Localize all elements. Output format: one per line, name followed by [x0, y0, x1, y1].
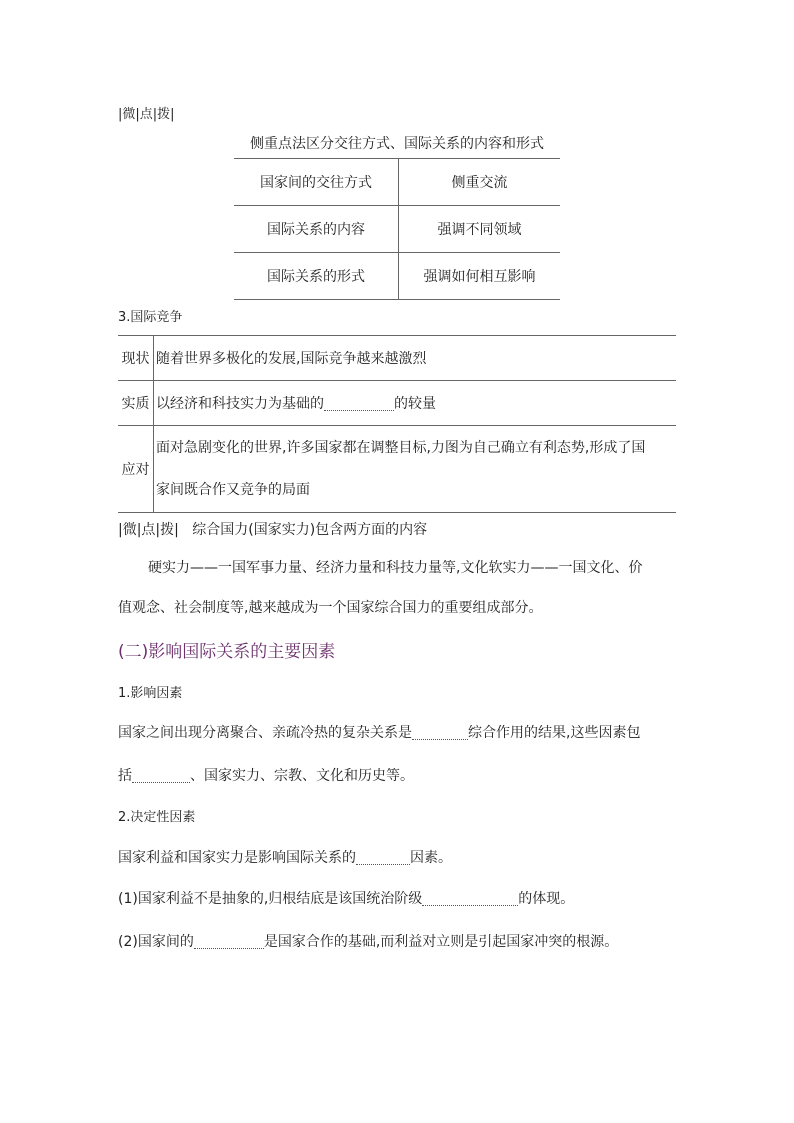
- competition-table: [118, 335, 676, 513]
- tip-tag: |微|点|拨|: [118, 107, 175, 122]
- table-row: [118, 426, 676, 513]
- text-segment: 括: [118, 768, 132, 784]
- row-head: 应对: [118, 426, 154, 513]
- part-title: (二)影响国际关系的主要因素: [118, 642, 336, 662]
- paragraph: [118, 888, 678, 908]
- text-segment: 、国家实力、宗教、文化和历史等。: [190, 768, 414, 784]
- fill-blank: [412, 725, 468, 740]
- paragraph: [118, 722, 678, 742]
- section-heading: 3.国际竞争: [118, 310, 183, 325]
- paragraph: [118, 931, 678, 951]
- table-row: [118, 336, 676, 381]
- table-cell: 侧重交流: [399, 159, 561, 206]
- row-content: [154, 381, 677, 426]
- row-content: [154, 426, 677, 513]
- text-segment: 以经济和科技实力为基础的: [156, 396, 324, 412]
- text-segment: 国家利益和国家实力是影响国际关系的: [118, 850, 356, 866]
- table-cell: 国际关系的内容: [234, 206, 399, 253]
- table-row: [234, 253, 560, 300]
- table-cell: 强调不同领域: [399, 206, 561, 253]
- text-segment: 的体现。: [518, 891, 575, 907]
- tip-tag: |微|点|拨|: [118, 522, 179, 538]
- text-segment: (2)国家间的: [118, 934, 194, 950]
- text-segment: 综合作用的结果,这些因素包: [468, 725, 641, 741]
- table-cell: 国家间的交往方式: [234, 159, 399, 206]
- comparison-table: [234, 158, 560, 300]
- fill-blank: [422, 891, 518, 906]
- text-line: 家间既合作又竞争的局面: [156, 482, 310, 498]
- paragraph: [118, 765, 678, 785]
- row-head: 现状: [118, 336, 154, 381]
- table-row: [118, 381, 676, 426]
- sub-heading: 2.决定性因素: [118, 810, 196, 825]
- text-segment: (1)国家利益不是抽象的,归根结底是该国统治阶级: [118, 891, 423, 907]
- text-segment: 国家之间出现分离聚合、亲疏冷热的复杂关系是: [118, 725, 412, 741]
- tip-text: 值观念、社会制度等,越来越成为一个国家综合国力的重要组成部分。: [118, 600, 543, 616]
- paragraph: [118, 847, 678, 867]
- row-head: 实质: [118, 381, 154, 426]
- text-segment: 是国家合作的基础,而利益对立则是引起国家冲突的根源。: [263, 934, 619, 950]
- fill-blank: [132, 768, 190, 783]
- text-line: 面对急剧变化的世界,许多国家都在调整目标,力图为自己确立有利态势,形成了国: [156, 440, 646, 456]
- fill-blank: [356, 850, 410, 865]
- table-cell: 国际关系的形式: [234, 253, 399, 300]
- fill-blank: [324, 396, 394, 411]
- table-caption: 侧重点法区分交往方式、国际关系的内容和形式: [250, 136, 544, 152]
- fill-blank: [194, 934, 264, 949]
- sub-heading: 1.影响因素: [118, 686, 183, 701]
- row-content: 随着世界多极化的发展,国际竞争越来越激烈: [154, 336, 677, 381]
- table-row: [234, 206, 560, 253]
- tip-heading: [118, 519, 678, 539]
- text-segment: 的较量: [394, 396, 436, 412]
- tip-text: 硬实力——一国军事力量、经济力量和科技力量等,文化软实力——一国文化、价: [148, 560, 643, 576]
- text-segment: 因素。: [410, 850, 452, 866]
- table-row: [234, 159, 560, 206]
- table-cell: 强调如何相互影响: [399, 253, 561, 300]
- tip-title: 综合国力(国家实力)包含两方面的内容: [192, 522, 428, 538]
